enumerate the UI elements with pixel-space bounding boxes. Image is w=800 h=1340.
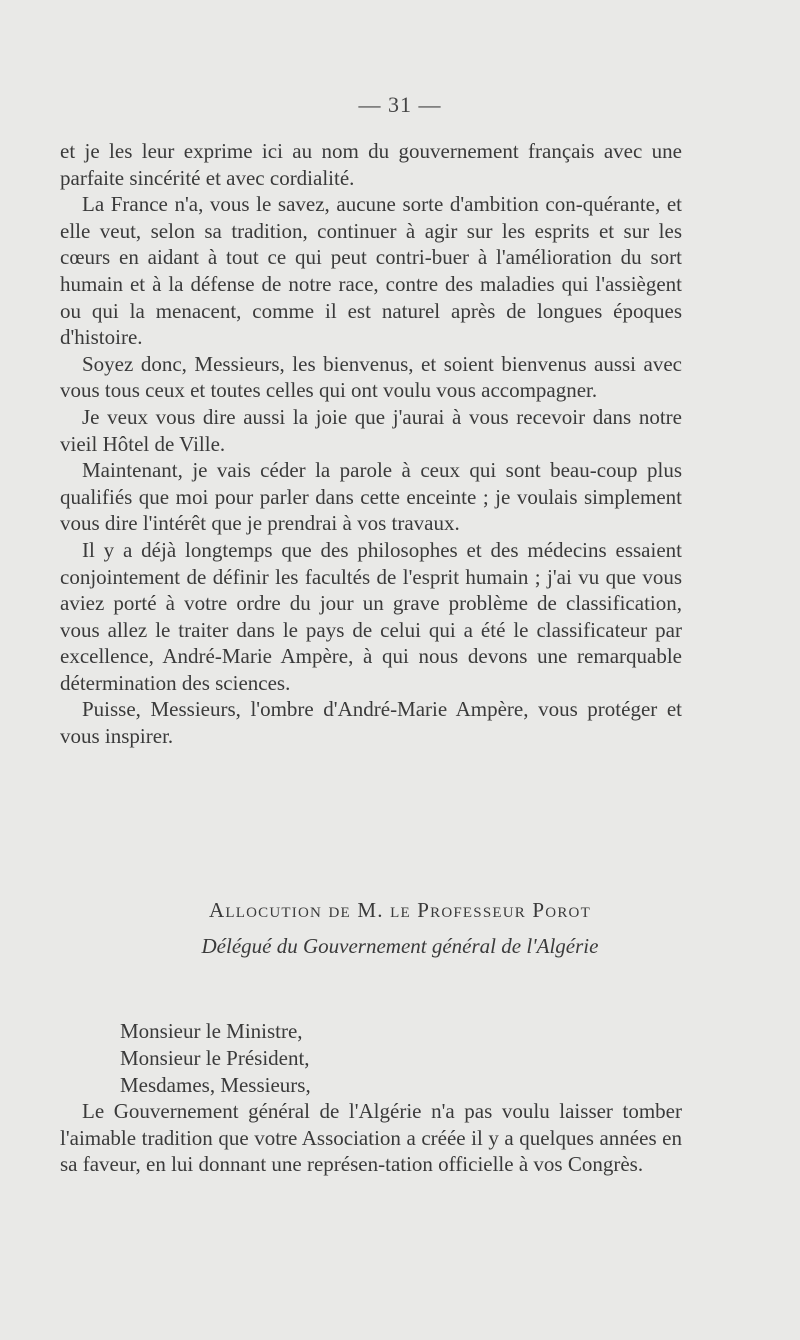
page-number: — 31 — <box>358 92 442 117</box>
paragraph: Puisse, Messieurs, l'ombre d'André-Marie Ampère, vous protéger et vous inspirer. <box>60 697 682 749</box>
salutation <box>120 1018 311 1098</box>
section-heading: Allocution de M. le Professeur Porot <box>209 898 591 922</box>
body-text <box>60 138 682 750</box>
paragraph: Il y a déjà longtemps que des philosophes et des médecins essaient conjointement de définir les facultés de l'esprit humain ; j'ai vu que vous aviez porté à votre ordre du jour un grave problème de classification, vous allez le traiter dans le pays de celui qui a été le classificateur par excellence, André-Marie Ampère, à qui nous devons une remarquable détermination des sciences. <box>60 537 682 695</box>
paragraph: et je les leur exprime ici au nom du gouvernement français avec une parfaite sincérité et avec cordialité. <box>60 139 682 190</box>
salutation-line: Monsieur le Président, <box>120 1045 310 1070</box>
salutation-line: Monsieur le Ministre, <box>120 1019 303 1043</box>
closing-text <box>60 1098 682 1178</box>
salutation-line: Mesdames, Messieurs, <box>120 1072 311 1097</box>
paragraph: La France n'a, vous le savez, aucune sorte d'ambition con-quérante, et elle veut, selon sa tradition, continuer à agir sur les esprits et sur les cœurs en aidant à tout ce qui peut contri-buer à l'amélioration du sort humain et à la défense de notre race, contre des maladies qui l'assiègent ou qui la menacent, comme il est naturel après de longues époques d'histoire. <box>60 192 682 350</box>
paragraph: Maintenant, je vais céder la parole à ceux qui sont beau-coup plus qualifiés que moi pour parler dans cette enceinte ; je voulais simplement vous dire l'intérêt que je prendrai à vos travaux. <box>60 458 682 536</box>
paragraph: Soyez donc, Messieurs, les bienvenus, et soient bienvenus aussi avec vous tous ceux et toutes celles qui ont voulu vous accompagner. <box>60 351 682 403</box>
paragraph: Je veux vous dire aussi la joie que j'aurai à vous recevoir dans notre vieil Hôtel de Ville. <box>60 404 682 456</box>
paragraph: Le Gouvernement général de l'Algérie n'a pas voulu laisser tomber l'aimable tradition que votre Association a créée il y a quelques années en sa faveur, en lui donnant une représen-tation officielle à vos Congrès. <box>60 1099 682 1177</box>
section-subheading: Délégué du Gouvernement général de l'Algérie <box>201 934 599 958</box>
